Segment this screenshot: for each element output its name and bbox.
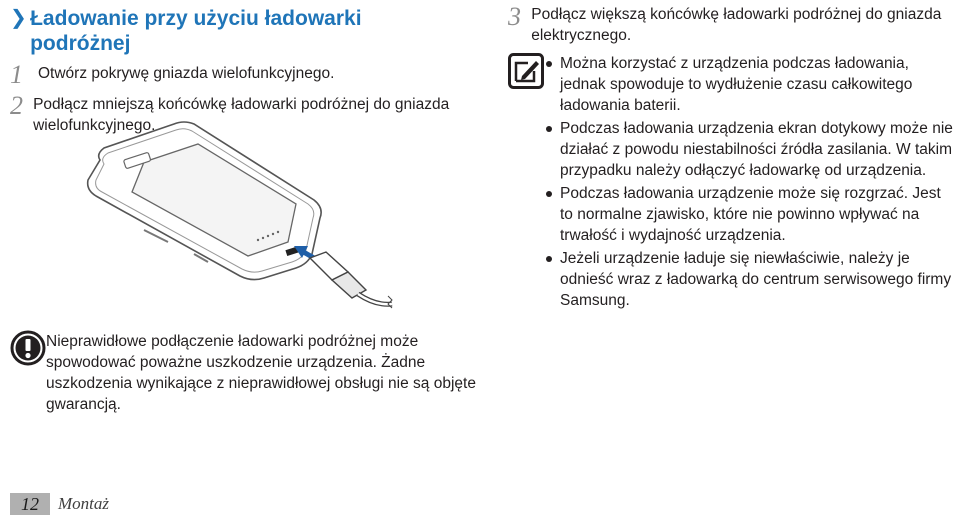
section-name: Montaż <box>58 494 109 513</box>
step-text: Otwórz pokrywę gniazda wielofunkcyjnego. <box>38 65 335 82</box>
step-text: Podłącz mniejszą końcówkę ładowarki podróżnej do gniazda wielofunkcyjnego. <box>33 96 450 134</box>
step-text: Podłącz większą końcówkę ładowarki podróżnej do gniazda elektrycznego. <box>531 6 942 44</box>
chevron-right-icon: ❯ <box>10 7 27 29</box>
step-3 <box>508 4 958 46</box>
step-number: 1 <box>10 60 23 89</box>
list-item: Podczas ładowania urządzenia ekran dotykowy może nie działać z powodu niestabilności źródła zasilania. W takim przypadku należy odłączyć ładowarkę od urządzenia. <box>544 118 958 181</box>
exclamation-circle-icon <box>10 330 46 415</box>
page-footer <box>10 493 109 515</box>
note-pencil-icon <box>508 53 544 313</box>
title-text: Ładowanie przy użyciu ładowarki podróżnej <box>30 7 362 55</box>
list-item: Można korzystać z urządzenia podczas ładowania, jednak spowoduje to wydłużenie czasu całkowitego ładowania baterii. <box>544 53 958 116</box>
step-number: 2 <box>10 91 23 120</box>
page-number: 12 <box>10 493 50 515</box>
list-item: Jeżeli urządzenie ładuje się niewłaściwie, należy je odnieść wraz z ładowarką do centrum serwisowego firmy Samsung. <box>544 248 958 311</box>
list-item: Podczas ładowania urządzenie może się rozgrzać. Jest to normalne zjawisko, które nie powinno wpływać na trwałość i wydajność urządzenia. <box>544 183 958 246</box>
step-1 <box>10 62 480 88</box>
note-block <box>508 53 958 313</box>
charger-plug-icon <box>310 252 392 308</box>
page-title <box>10 6 430 56</box>
phone-with-charger-illustration <box>82 118 402 318</box>
warning-text: Nieprawidłowe podłączenie ładowarki podróżnej może spowodować poważne uszkodzenie urządzenia. Żadne uszkodzenia wynikające z nieprawidłowej obsługi nie są objęte gwarancją. <box>46 333 476 413</box>
note-list <box>544 53 958 313</box>
warning-block <box>10 330 480 415</box>
step-number: 3 <box>508 2 521 31</box>
